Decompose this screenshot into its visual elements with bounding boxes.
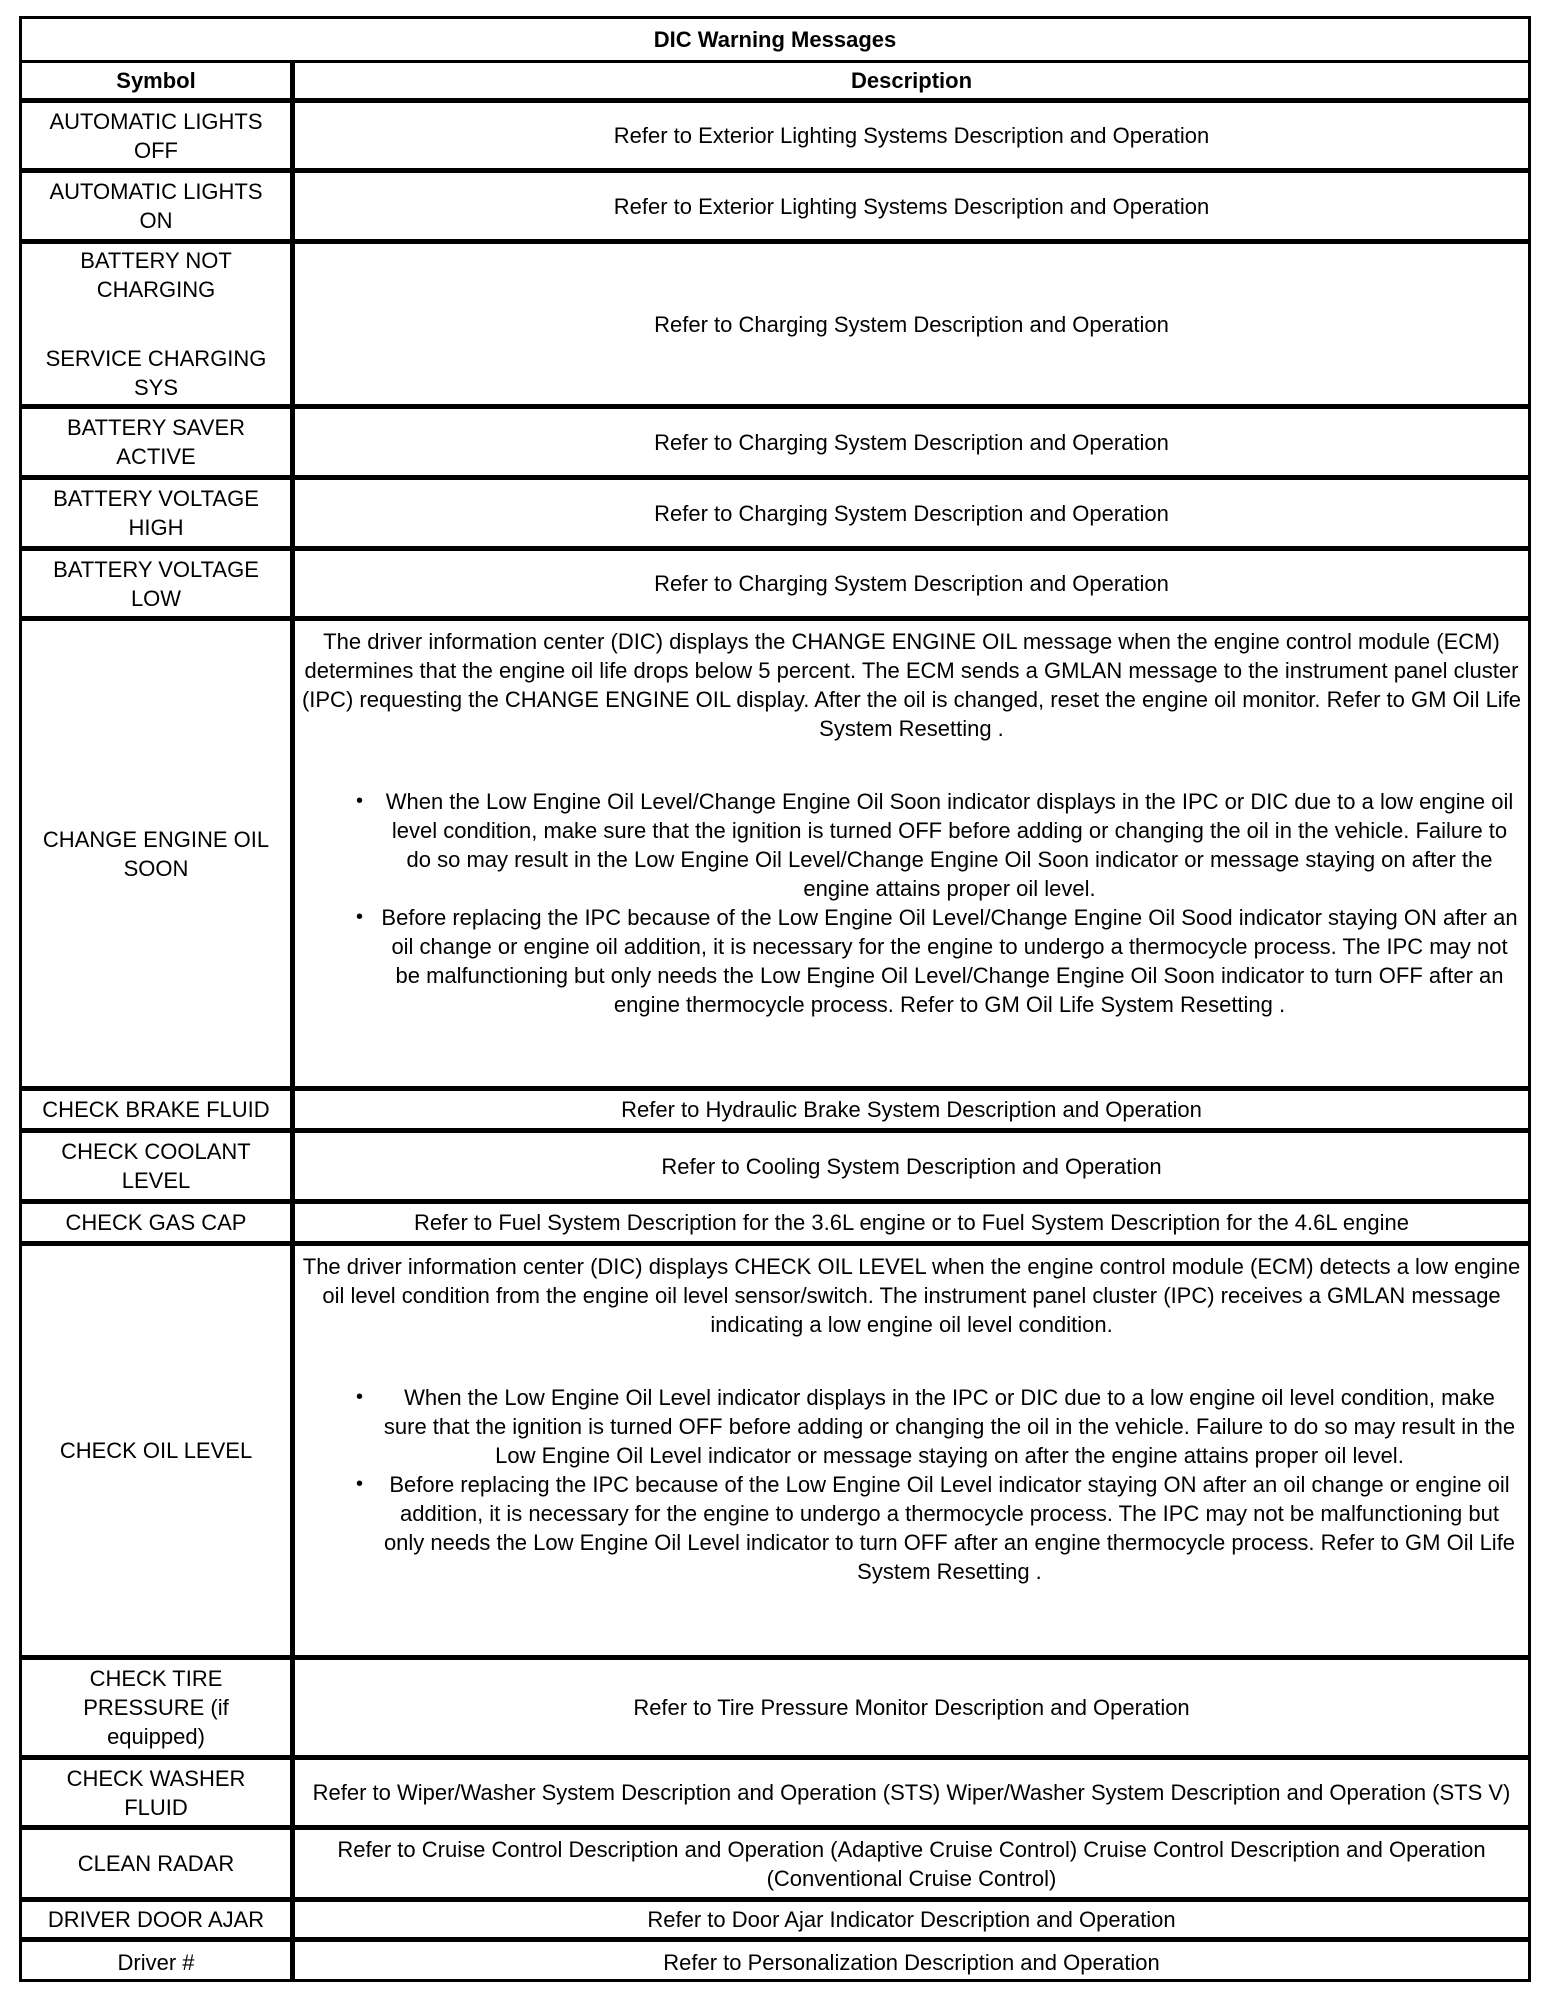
symbol-line: CHECK TIRE [89, 1666, 223, 1691]
symbol-cell [22, 1760, 295, 1825]
description-cell: Refer to Cooling System Description and Operation [661, 1153, 1162, 1179]
header-symbol: Symbol [22, 63, 295, 98]
bullet-icon: • [356, 906, 364, 928]
symbol-cell [22, 1246, 295, 1655]
symbol-line: SYS [133, 375, 179, 400]
symbol-line: CHANGE ENGINE OIL [42, 826, 270, 852]
symbol-line: SERVICE CHARGING [45, 346, 267, 371]
symbol-cell [22, 1091, 295, 1128]
description-cell: Refer to Exterior Lighting Systems Description and Operation [613, 123, 1210, 148]
symbol-line: LEVEL [121, 1168, 191, 1193]
symbol-line: OFF [134, 137, 178, 163]
bullet-text: When the Low Engine Oil Level indicator displays in the IPC or DIC due to a low engine oil level condition, make sure that the ignition is turned OFF before adding or changing the oil in the vehicle. Failure to do so may result in the Low Engine Oil Level indicator or message staying on after the engine attains proper oil level. [383, 1385, 1516, 1468]
table-title-row [22, 19, 1528, 63]
bullet-item [301, 1470, 1522, 1586]
description-cell: Refer to Hydraulic Brake System Description and Operation [621, 1097, 1202, 1122]
bullet-item [301, 787, 1522, 903]
table-row [22, 621, 1528, 1091]
paragraph-spacer [301, 1339, 1522, 1383]
symbol-line: AUTOMATIC LIGHTS [49, 108, 263, 134]
symbol-line: CHARGING [96, 277, 216, 302]
table-row [22, 1942, 1528, 1982]
table-row [22, 244, 1528, 409]
header-description: Description [850, 68, 973, 93]
table-row [22, 1133, 1528, 1204]
table-row [22, 1091, 1528, 1133]
symbol-line: HIGH [128, 515, 184, 540]
symbol-cell [22, 1133, 295, 1199]
symbol-line: AUTOMATIC LIGHTS [49, 179, 263, 204]
symbol-line: ACTIVE [116, 444, 196, 469]
symbol-line: BATTERY SAVER [66, 415, 246, 440]
symbol-line: CLEAN RADAR [77, 1851, 235, 1876]
description-cell [295, 621, 1528, 1086]
symbol-line: FLUID [124, 1794, 188, 1820]
symbol-line: DRIVER DOOR AJAR [47, 1907, 265, 1932]
symbol-cell [22, 551, 295, 616]
table-row [22, 1246, 1528, 1660]
symbol-cell [22, 409, 295, 475]
symbol-line: ON [139, 208, 173, 233]
bullet-list [301, 1383, 1522, 1586]
symbol-line: LOW [130, 585, 182, 611]
table-header-row [22, 63, 1528, 103]
symbol-line: equipped) [107, 1724, 205, 1749]
bullet-text: Before replacing the IPC because of the Low Engine Oil Level/Change Engine Oil Sood indicator staying ON after an oil change or engine oil addition, it is necessary for the engine to undergo a thermocycle process. The IPC may not be malfunctioning but only needs the Low Engine Oil Level/Change Engine Oil Soon indicator to turn OFF after an engine thermocycle process. Refer to GM Oil Life System Resetting . [381, 905, 1518, 1017]
symbol-line: BATTERY NOT [80, 248, 232, 273]
description-cell: Refer to Charging System Description and Operation [654, 571, 1169, 596]
symbol-cell [22, 1942, 295, 1982]
bullet-text: When the Low Engine Oil Level/Change Engine Oil Soon indicator displays in the IPC or DIC due to a low engine oil level condition, make sure that the ignition is turned OFF before adding or changing the oil in the vehicle. Failure to do so may result in the Low Engine Oil Level/Change Engine Oil Soon indicator or message staying on after the engine attains proper oil level. [385, 789, 1514, 901]
symbol-cell [22, 1660, 295, 1755]
symbol-line: PRESSURE (if [83, 1695, 229, 1720]
symbol-line: SOON [123, 855, 189, 881]
bullet-text: Before replacing the IPC because of the Low Engine Oil Level indicator staying ON after an oil change or engine oil addition, it is necessary for the engine to undergo a thermocycle process. The IPC may not be malfunctioning but only needs the Low Engine Oil Level indicator to turn OFF after an engine thermocycle process. Refer to GM Oil Life System Resetting . [383, 1472, 1516, 1584]
symbol-line: BATTERY VOLTAGE [53, 486, 259, 511]
table-row [22, 1902, 1528, 1942]
symbol-cell [22, 1204, 295, 1241]
description-cell: Refer to Exterior Lighting Systems Description and Operation [613, 193, 1210, 219]
description-cell: Refer to Charging System Description and Operation [654, 500, 1169, 526]
table-title: DIC Warning Messages [653, 27, 897, 52]
table-row [22, 1830, 1528, 1902]
bullet-item [301, 903, 1522, 1019]
description-cell [295, 1246, 1528, 1655]
symbol-cell [22, 244, 295, 404]
symbol-line: CHECK BRAKE FLUID [42, 1097, 270, 1122]
table-row [22, 173, 1528, 244]
symbol-cell [22, 103, 295, 168]
description-cell: Refer to Fuel System Description for the 3.6L engine or to Fuel System Description for the 4.6L engine [414, 1210, 1409, 1235]
symbol-line: Driver # [117, 1949, 195, 1975]
table-row [22, 1660, 1528, 1760]
bullet-item [301, 1383, 1522, 1470]
description-cell: Refer to Charging System Description and Operation [654, 429, 1169, 455]
bullet-icon: • [356, 790, 364, 812]
symbol-line: CHECK WASHER [66, 1765, 246, 1791]
description-cell: Refer to Charging System Description and Operation [654, 311, 1169, 337]
description-cell: Refer to Cruise Control Description and Operation (Adaptive Cruise Control) Cruise Control Description and Operation (Conventional Cruise Control) [337, 1836, 1486, 1891]
description-paragraph: The driver information center (DIC) displays CHECK OIL LEVEL when the engine control module (ECM) detects a low engine oil level condition from the engine oil level sensor/switch. The instrument panel cluster (IPC) receives a GMLAN message indicating a low engine oil level condition. [302, 1254, 1521, 1337]
symbol-cell [22, 173, 295, 239]
symbol-line: BATTERY VOLTAGE [53, 556, 259, 582]
table-row [22, 103, 1528, 173]
symbol-line: CHECK OIL LEVEL [59, 1438, 253, 1463]
symbol-cell [22, 1830, 295, 1897]
symbol-cell [22, 621, 295, 1086]
symbol-cell [22, 1902, 295, 1937]
description-cell: Refer to Wiper/Washer System Description and Operation (STS) Wiper/Washer System Description and Operation (STS V) [312, 1780, 1511, 1805]
table-row [22, 480, 1528, 551]
description-cell: Refer to Tire Pressure Monitor Description and Operation [633, 1695, 1190, 1720]
description-paragraph: The driver information center (DIC) displays the CHANGE ENGINE OIL message when the engine control module (ECM) determines that the engine oil life drops below 5 percent. The ECM sends a GMLAN message to the instrument panel cluster (IPC) requesting the CHANGE ENGINE OIL display. After the oil is changed, reset the engine oil monitor. Refer to GM Oil Life System Resetting . [301, 629, 1522, 741]
table-row [22, 409, 1528, 480]
paragraph-spacer [301, 743, 1522, 787]
bullet-icon: • [356, 1473, 364, 1495]
table-row [22, 1760, 1528, 1830]
bullet-icon: • [356, 1386, 364, 1408]
dic-warning-messages-table [19, 16, 1531, 1982]
symbol-cell [22, 480, 295, 546]
symbol-line: CHECK COOLANT [61, 1139, 251, 1164]
bullet-list [301, 787, 1522, 1019]
table-row [22, 551, 1528, 621]
table-row [22, 1204, 1528, 1246]
symbol-line: CHECK GAS CAP [65, 1210, 247, 1235]
description-cell: Refer to Door Ajar Indicator Description and Operation [647, 1907, 1176, 1932]
description-cell: Refer to Personalization Description and Operation [663, 1949, 1160, 1975]
